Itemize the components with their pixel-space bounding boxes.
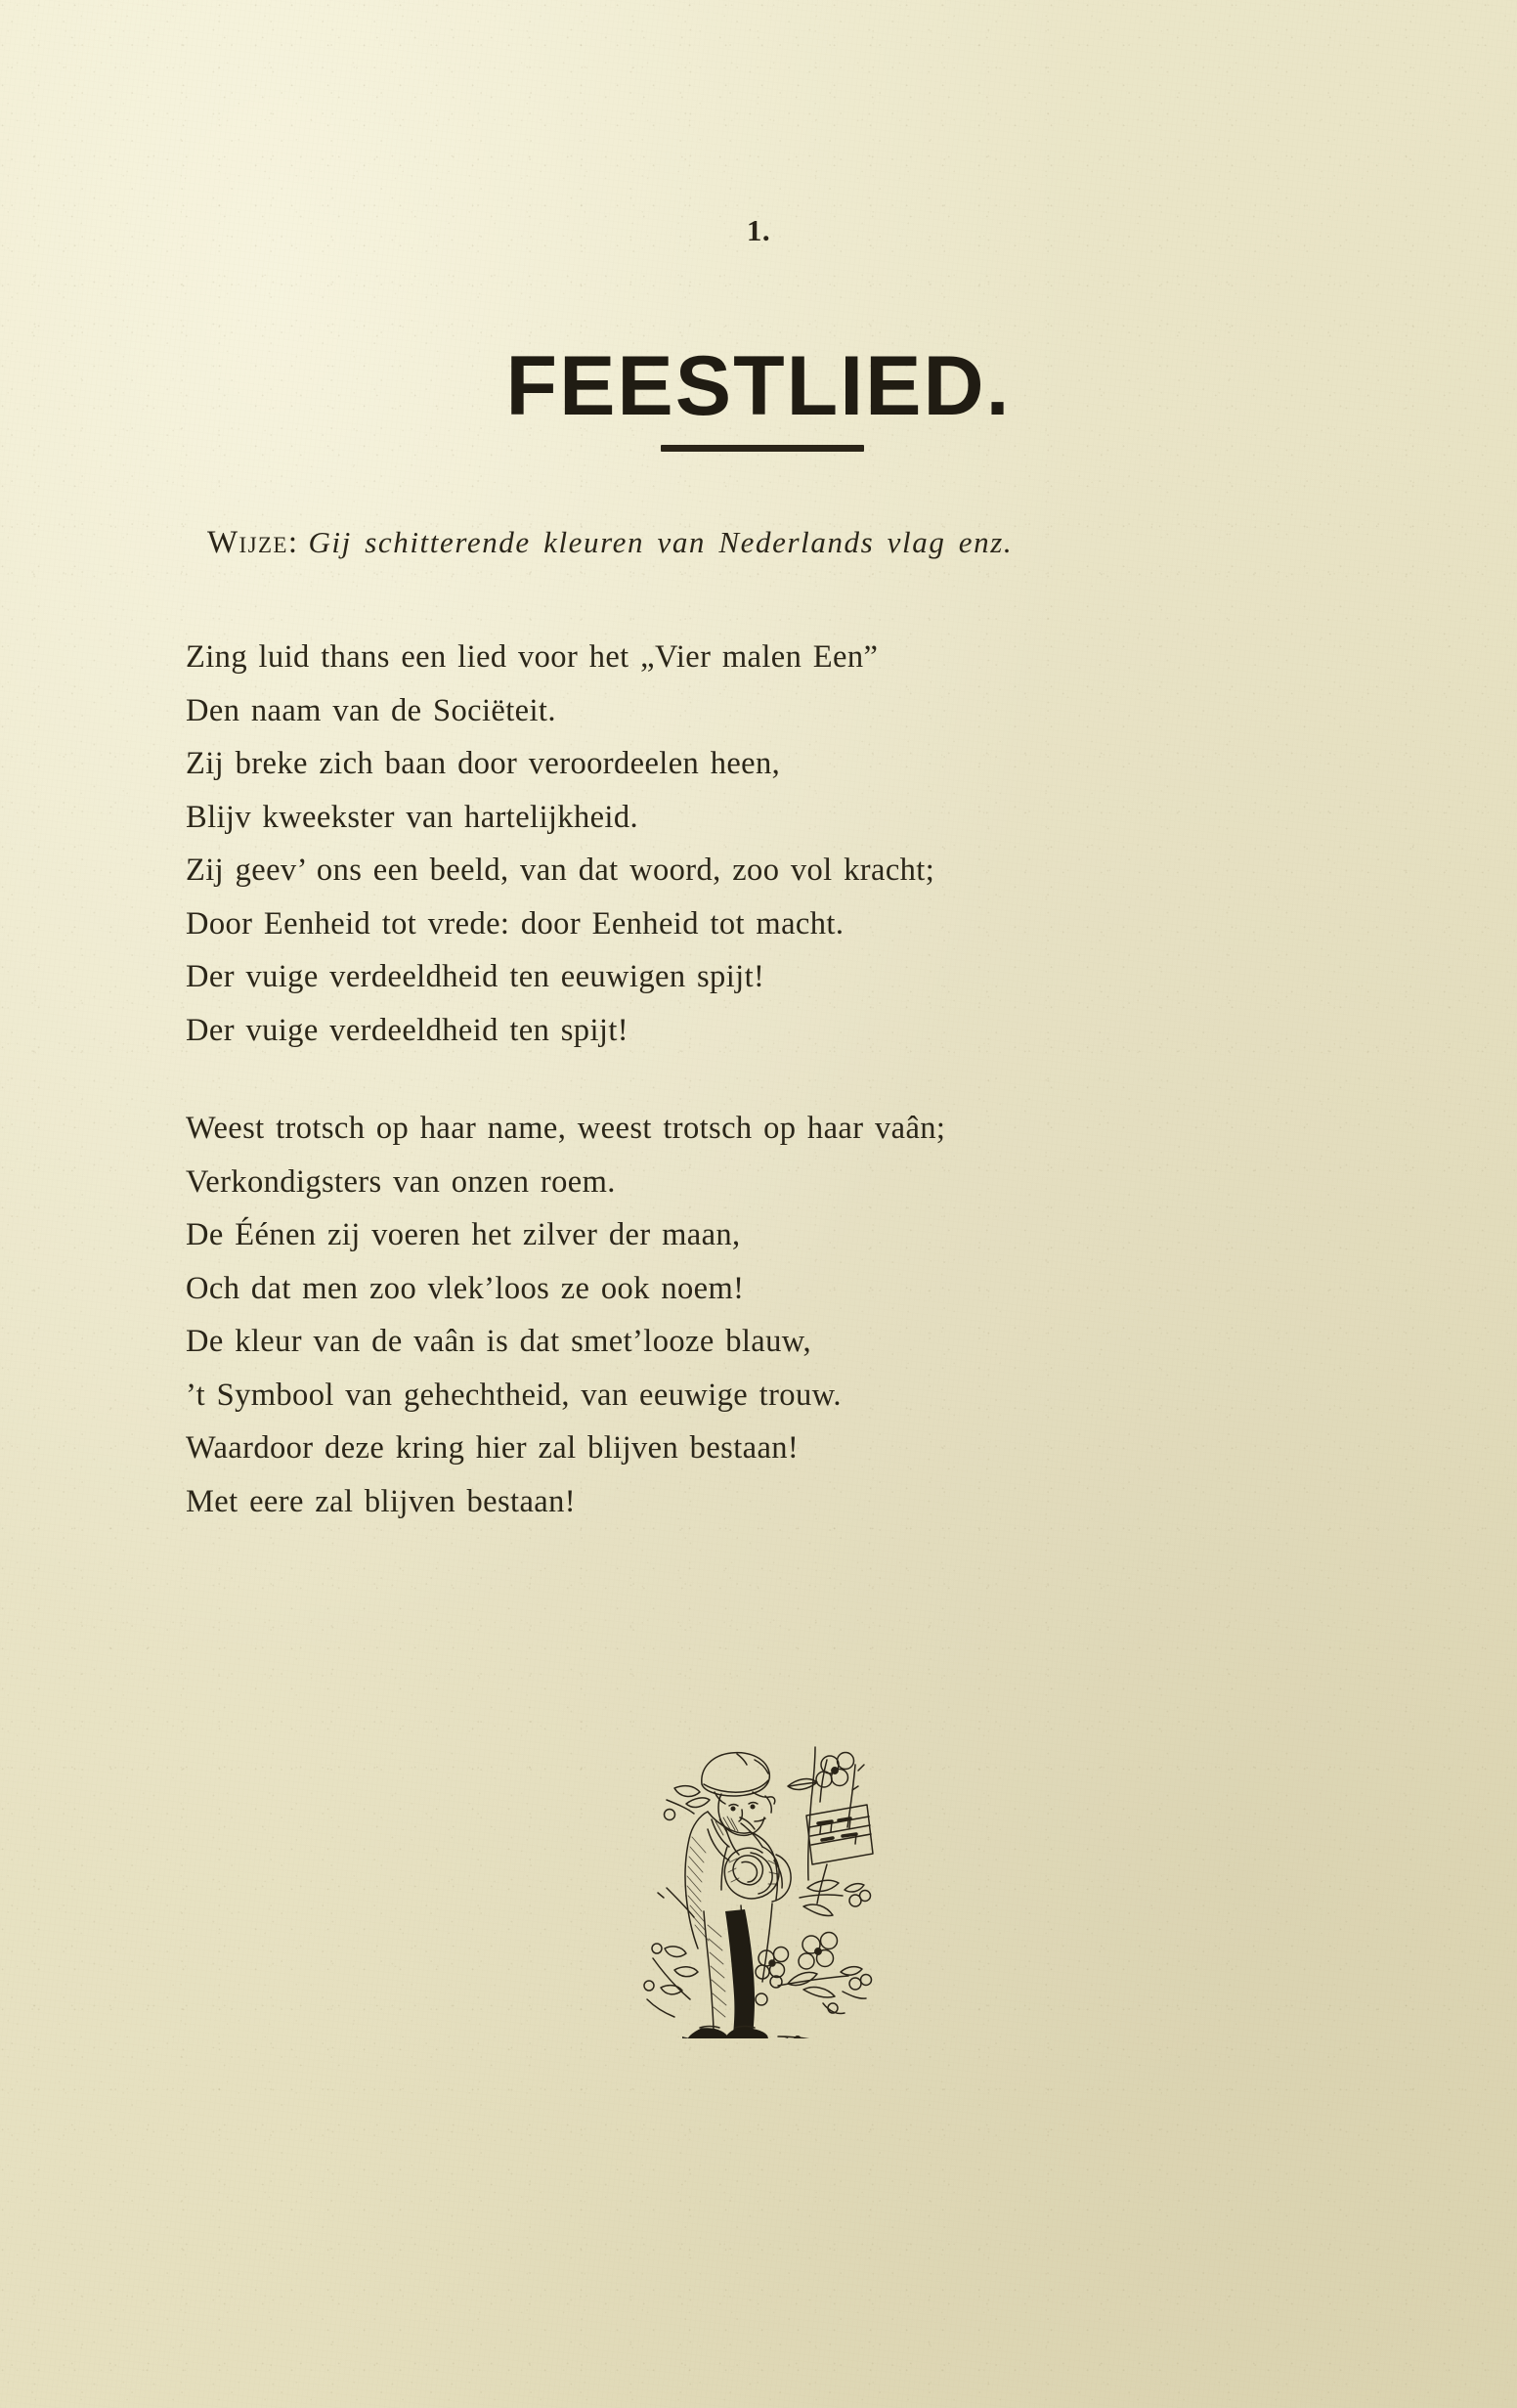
poem-line: Met eere zal blijven bestaan! [186,1483,576,1519]
poem-line: Door Eenheid tot vrede: door Eenheid tot macht. [186,905,845,941]
poem-body [186,631,1417,1573]
poem-line: Verkondigsters van onzen roem. [186,1163,616,1200]
poem-line: Waardoor deze kring hier zal blijven bestaan! [186,1430,800,1466]
title-divider-rule [661,445,864,452]
poem-line: Der vuige verdeeldheid ten eeuwigen spijt! [186,959,765,994]
poem-line: De Éénen zij voeren het zilver der maan, [186,1217,741,1252]
poem-line: Zing luid thans een lied voor het „Vier malen Een” [186,639,879,675]
poem-line: Den naam van de Sociëteit. [186,692,556,728]
page-title: FEESTLIED. [505,338,1012,433]
poem-line: Zij geev’ ons een beeld, van dat woord, zoo vol kracht; [186,853,935,888]
piece-number: 1. [746,213,771,247]
stanza-2 [186,1102,1417,1528]
tune-name: Gij schitterende kleuren van Nederlands vlag enz. [308,525,1014,559]
poem-line: Zij breke zich baan door veroordeelen heen, [186,746,781,781]
poem-line: De kleur van de vaân is dat smet’looze blauw, [186,1324,812,1359]
poem-line: Weest trotsch op haar name, weest trotsch op haar vaân; [186,1111,946,1146]
poem-line: Der vuige verdeeldheid ten spijt! [186,1012,628,1048]
poem-line: Blijv kweekster van hartelijkheid. [186,799,639,835]
horn-player-vignette-illustration [631,1706,895,2038]
poem-line: Och dat men zoo vlek’loos ze ook noem! [186,1270,745,1306]
poem-line: ’t Symbool van gehechtheid, van eeuwige trouw. [186,1377,842,1413]
vignette-svg [631,1706,895,2038]
stanza-1 [186,631,1417,1057]
tune-label: Wijze: [207,525,299,560]
tune-indication [207,525,1013,561]
